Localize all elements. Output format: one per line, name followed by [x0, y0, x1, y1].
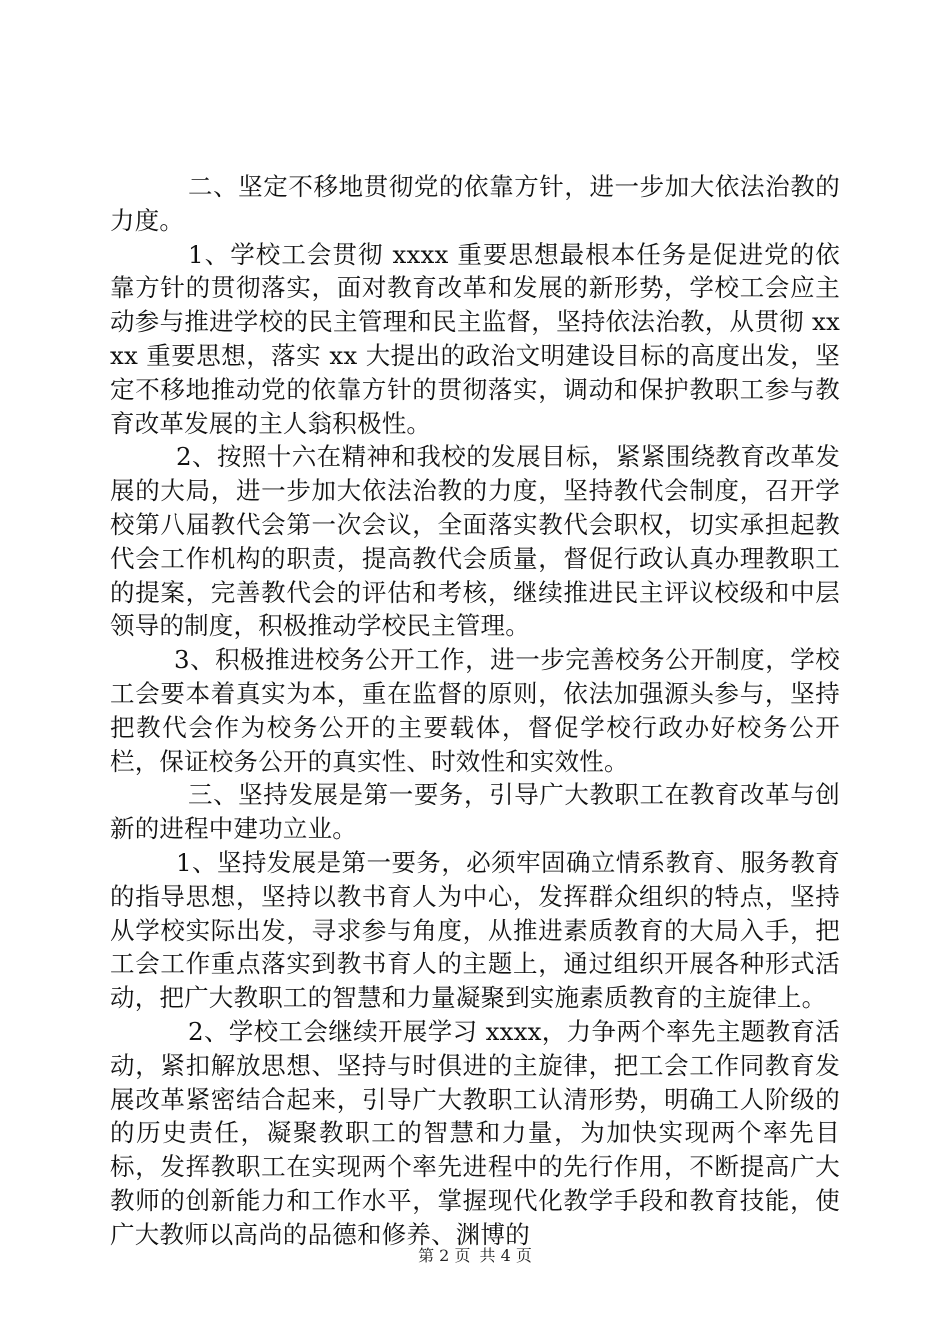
document-body: [110, 170, 840, 1252]
paragraph-2-3: 3、积极推进校务公开工作，进一步完善校务公开制度，学校工会要本着真实为本，重在监督的原则，依法加强源头参与，坚持把教代会作为校务公开的主要载体，督促学校行政办好校务公开栏，保证校务公开的真实性、时效性和实效性。: [110, 645, 840, 776]
paragraph-3-1: 1、坚持发展是第一要务，必须牢固确立情系教育、服务教育的指导思想，坚持以教书育人为中心，发挥群众组织的特点，坚持从学校实际出发，寻求参与角度，从推进素质教育的大局入手，把工会工作重点落实到教书育人的主题上，通过组织开展各种形式活动，把广大教职工的智慧和力量凝聚到实施素质教育的主旋律上。: [110, 847, 840, 1013]
page-total: 共 4 页: [479, 1246, 532, 1265]
paragraph-2-1: 1、学校工会贯彻 xxxx 重要思想最根本任务是促进党的依靠方针的贯彻落实，面对教育改革和发展的新形势，学校工会应主动参与推进学校的民主管理和民主监督，坚持依法治教，从贯彻 xxxx 重要思想，落实 xx 大提出的政治文明建设目标的高度出发，坚定不移地推动党的依靠方针的贯彻落实，调动和保护教职工参与教育改革发展的主人翁积极性。: [110, 239, 840, 438]
paragraph-2-2: 2、按照十六在精神和我校的发展目标，紧紧围绕教育改革发展的大局，进一步加大依法治教的力度，坚持教代会制度，召开学校第八届教代会第一次会议，全面落实教代会职权，切实承担起教代会工作机构的职责，提高教代会质量，督促行政认真办理教职工的提案，完善教代会的评估和考核，继续推进民主评议校级和中层领导的制度，积极推动学校民主管理。: [110, 442, 840, 641]
page-number: 第 2 页: [418, 1246, 471, 1265]
paragraph-3-2: 2、学校工会继续开展学习 xxxx，力争两个率先主题教育活动，紧扣解放思想、坚持与时俱进的主旋律，把工会工作同教育发展改革紧密结合起来，引导广大教职工认清形势，明确工人阶级的的历史责任，凝聚教职工的智慧和力量，为加快实现两个率先目标，发挥教职工在实现两个率先进程中的先行作用，不断提高广大教师的创新能力和工作水平，掌握现代化教学手段和教育技能，使广大教师以高尚的品德和修养、渊博的: [110, 1016, 840, 1249]
section-heading-three: 三、坚持发展是第一要务，引导广大教职工在教育改革与创新的进程中建功立业。: [110, 780, 840, 844]
page-footer: [0, 1243, 950, 1266]
section-heading-two: 二、坚定不移地贯彻党的依靠方针，进一步加大依法治教的力度。: [110, 172, 840, 235]
